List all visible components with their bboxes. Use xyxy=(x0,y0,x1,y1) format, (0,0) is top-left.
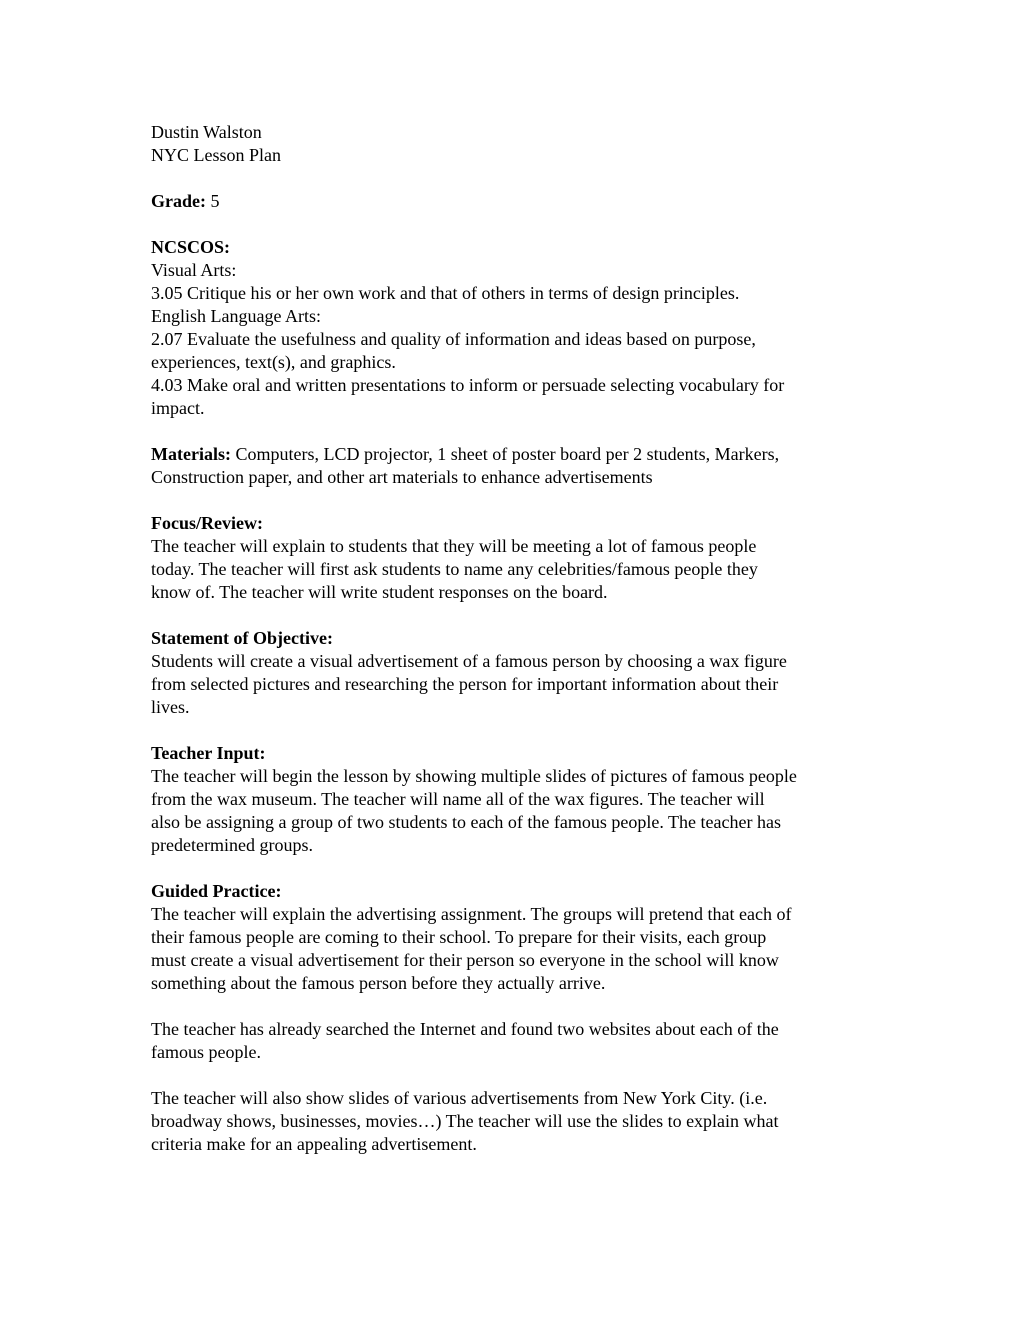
guided-practice-p1-line-2: their famous people are coming to their school. To prepare for their visits, each group xyxy=(151,927,767,947)
materials-line-2: Construction paper, and other art materials to enhance advertisements xyxy=(151,467,653,487)
materials-section xyxy=(151,443,881,489)
spacer xyxy=(151,420,881,443)
materials-line-1 xyxy=(151,443,881,466)
focus-review-line-3: know of. The teacher will write student responses on the board. xyxy=(151,582,608,602)
ela-heading: English Language Arts: xyxy=(151,306,321,326)
teacher-input-label: Teacher Input: xyxy=(151,743,266,763)
guided-practice-p3-line-3: criteria make for an appealing advertisement. xyxy=(151,1134,477,1154)
guided-practice-p2-line-2: famous people. xyxy=(151,1042,261,1062)
guided-practice-p1-line-1: The teacher will explain the advertising assignment. The groups will pretend that each of xyxy=(151,904,792,924)
guided-practice-p3-line-1: The teacher will also show slides of various advertisements from New York City. (i.e. xyxy=(151,1088,768,1108)
guided-practice-p1-line-3: must create a visual advertisement for their person so everyone in the school will know xyxy=(151,950,779,970)
focus-review-label: Focus/Review: xyxy=(151,513,263,533)
spacer xyxy=(151,604,881,627)
guided-practice-p1-line-4: something about the famous person before they actually arrive. xyxy=(151,973,606,993)
ela-objective-2-line-2: impact. xyxy=(151,398,205,418)
spacer xyxy=(151,995,881,1018)
ela-objective-1-line-1: 2.07 Evaluate the usefulness and quality of information and ideas based on purpose, xyxy=(151,329,756,349)
teacher-input-section xyxy=(151,742,881,857)
materials-label: Materials: xyxy=(151,444,231,464)
spacer xyxy=(151,719,881,742)
objective-section xyxy=(151,627,881,719)
spacer xyxy=(151,1064,881,1087)
grade-section xyxy=(151,190,881,213)
objective-line-2: from selected pictures and researching the person for important information about their xyxy=(151,674,779,694)
objective-line-1: Students will create a visual advertisement of a famous person by choosing a wax figure xyxy=(151,651,787,671)
spacer xyxy=(151,489,881,512)
grade-label: Grade: xyxy=(151,191,206,211)
materials-text-1: Computers, LCD projector, 1 sheet of poster board per 2 students, Markers, xyxy=(230,444,780,464)
ncscos-section xyxy=(151,236,881,420)
document-title: NYC Lesson Plan xyxy=(151,145,281,165)
guided-practice-label: Guided Practice: xyxy=(151,881,282,901)
author-name: Dustin Walston xyxy=(151,122,262,142)
visual-arts-objective: 3.05 Critique his or her own work and that of others in terms of design principles. xyxy=(151,283,740,303)
grade-value: 5 xyxy=(205,191,220,211)
teacher-input-line-2: from the wax museum. The teacher will name all of the wax figures. The teacher will xyxy=(151,789,765,809)
guided-practice-section xyxy=(151,880,881,995)
spacer xyxy=(151,213,881,236)
focus-review-line-1: The teacher will explain to students that they will be meeting a lot of famous people xyxy=(151,536,757,556)
guided-practice-p2-line-1: The teacher has already searched the Internet and found two websites about each of the xyxy=(151,1019,779,1039)
guided-practice-paragraph-3 xyxy=(151,1087,881,1156)
objective-label: Statement of Objective: xyxy=(151,628,333,648)
guided-practice-paragraph-2 xyxy=(151,1018,881,1064)
ela-objective-1-line-2: experiences, text(s), and graphics. xyxy=(151,352,396,372)
visual-arts-heading: Visual Arts: xyxy=(151,260,237,280)
focus-review-section xyxy=(151,512,881,604)
objective-line-3: lives. xyxy=(151,697,190,717)
teacher-input-line-3: also be assigning a group of two students to each of the famous people. The teacher has xyxy=(151,812,781,832)
spacer xyxy=(151,857,881,880)
spacer xyxy=(151,167,881,190)
teacher-input-line-1: The teacher will begin the lesson by showing multiple slides of pictures of famous people xyxy=(151,766,797,786)
ncscos-label: NCSCOS: xyxy=(151,237,231,257)
guided-practice-p3-line-2: broadway shows, businesses, movies…) The teacher will use the slides to explain what xyxy=(151,1111,779,1131)
ela-objective-2-line-1: 4.03 Make oral and written presentations to inform or persuade selecting vocabulary for xyxy=(151,375,785,395)
document-header xyxy=(151,121,881,167)
teacher-input-line-4: predetermined groups. xyxy=(151,835,313,855)
grade-line xyxy=(151,190,881,213)
document-page xyxy=(151,121,881,1156)
focus-review-line-2: today. The teacher will first ask students to name any celebrities/famous people they xyxy=(151,559,758,579)
